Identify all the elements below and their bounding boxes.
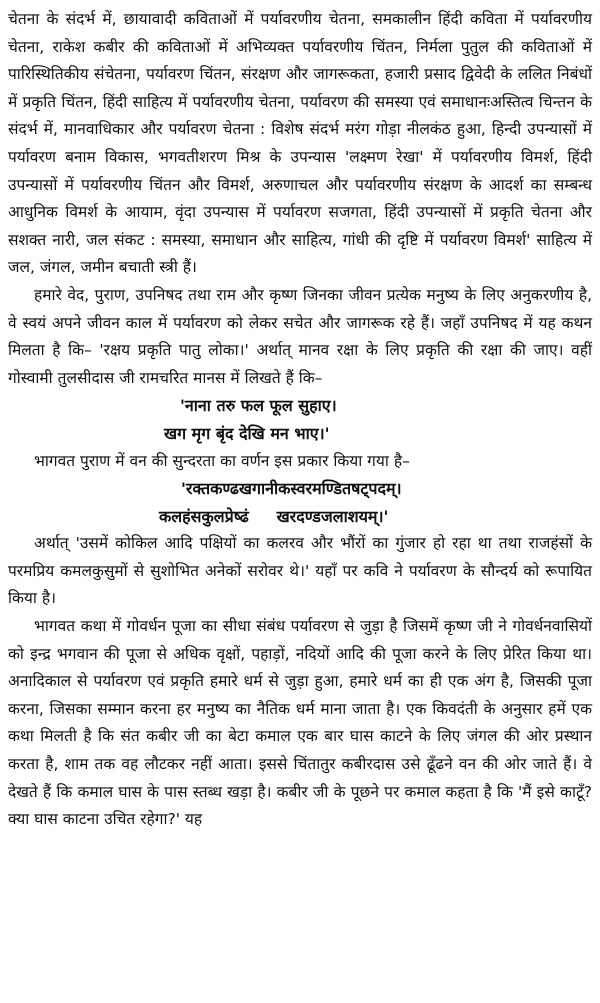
paragraph-vedas-puranas: हमारे वेद, पुराण, उपनिषद तथा राम और कृष्ण जिनका जीवन प्रत्येक मनुष्य के लिए अनुकरणीय है, वे स्वयं अपने जीवन काल में पर्यावरण को लेकर सचेत और जागरूक रहे हैं। जहाँ उपनिषद में यह कथन मिलता है कि– 'रक्षय प्रकृति पातु लोका।' अर्थात् मानव रक्षा के लिए प्रकृति की रक्षा की जाए। वहीं गोस्वामी तुलसीदास जी रामचरित मानस में लिखते हैं कि–: [8, 285, 592, 387]
verse-tulsidas-line-2: खग मृग बृंद देखि मन भाए।': [164, 423, 330, 443]
paragraph-bhagavat-intro: भागवत पुराण में वन की सुन्दरता का वर्णन इस प्रकार किया गया है–: [34, 451, 410, 470]
verse-bhagavat-line-2: कलहंसकुलप्रेष्ढं खरदण्डजलाशयम्।': [159, 506, 389, 526]
paragraph-govardhan-kabir: भागवत कथा में गोवर्धन पूजा का सीधा संबंध पर्यावरण से जुड़ा है जिसमें कृष्ण जी ने गोवर्धनवासियों को इन्द्र भगवान की पूजा से अधिक वृक्षों, पहाड़ों, नदियों आदि की पूजा करने के लिए प्रेरित किया था। अनादिकाल से पर्यावरण एवं प्रकृति हमारे धर्म से जुड़ा हुआ, हमारे धर्म का ही एक अंग है, जिसकी पूजा करना, जिसका सम्मान करना हर मनुष्य का नैतिक धर्म माना जाता है। एक किवदंती के अनुसार हमें एक कथा मिलती है कि संत कबीर जी का बेटा कमाल एक बार घास काटने के लिए जंगल की ओर प्रस्थान करता है, शाम तक वह लौटकर नहीं आता। इससे चिंतातुर कबीरदास उसे ढूँढने वन की ओर जाते हैं। वे देखते हैं कि कमाल घास के पास स्तब्ध खड़ा है। कबीर जी के पूछने पर कमाल कहता है कि 'मैं इसे काटूँ? क्या घास काटना उचित रहेगा?' यह: [8, 617, 592, 829]
paragraph-environmental-topics: चेतना के संदर्भ में, छायावादी कविताओं में पर्यावरणीय चेतना, समकालीन हिंदी कविता में पर्यावरणीय चेतना, राकेश कबीर की कविताओं में अभिव्यक्त पर्यावरणीय चिंतन, निर्मला पुतुल की कविताओं में पारिस्थितिकीय संचेतना, पर्यावरण चिंतन, संरक्षण और जागरूकता, हजारी प्रसाद द्विवेदी के ललित निबंधों में प्रकृति चिंतन, हिंदी साहित्य में पर्यावरणीय चेतना, पर्यावरण की समस्या एवं समाधानःअस्तित्व चिन्तन के संदर्भ में, मानवाधिकार और पर्यावरण चेतना : विशेष संदर्भ मरंग गोड़ा नीलकंठ हुआ, हिन्दी उपन्यासों में पर्यावरण बनाम विकास, भगवतीशरण मिश्र के उपन्यास 'लक्ष्मण रेखा' में पर्यावरणीय विमर्श, हिंदी उपन्यासों में पर्यावरणीय चिंतन और विमर्श, अरुणाचल और पर्यावरणीय संरक्षण के आदर्श का सम्बन्ध आधुनिक विमर्श के आयाम, वृंदा उपन्यास में पर्यावरण सजगता, हिंदी उपन्यासों में प्रकृति चेतना और सशक्त नारी, जल संकट : समस्या, समाधान और साहित्य, गांधी की दृष्टि में पर्यावरण विमर्श' साहित्य में जल, जंगल, जमीन बचाती स्त्री हैं।: [8, 10, 592, 277]
verse-tulsidas-line-1: 'नाना तरु फल फूल सुहाए।: [180, 396, 337, 416]
verse-bhagavat-line-1: 'रक्तकण्ढखगानीकस्वरमण्डितषट्पदम्।: [181, 479, 402, 499]
paragraph-verse-meaning: अर्थात् 'उसमें कोकिल आदि पक्षियों का कलरव और भौंरों का गुंजार हो रहा था तथा राजहंसों के परमप्रिय कमलकुसुमों से सुशोभित अनेकों सरोवर थे।' यहाँ पर कवि ने पर्यावरण के सौन्दर्य को रूपायित किया है।: [8, 534, 592, 608]
